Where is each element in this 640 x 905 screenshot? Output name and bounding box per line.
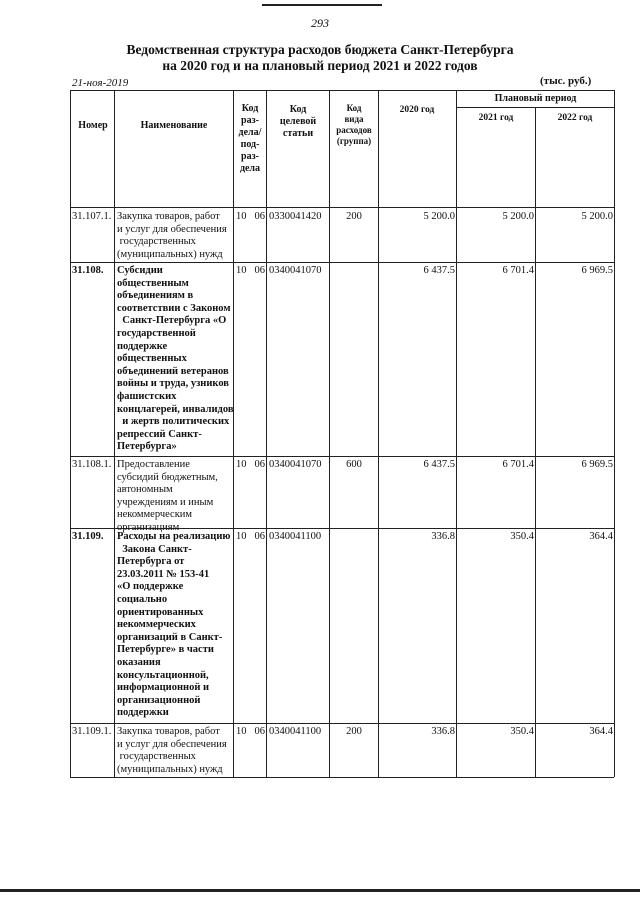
row-name-line: общественным bbox=[117, 277, 189, 289]
title-line-2: на 2020 год и на плановый период 2021 и 2022 годов bbox=[162, 58, 478, 73]
header-line: (группа) bbox=[336, 136, 372, 146]
row-target-code: 0340041100 bbox=[269, 531, 322, 542]
row-name-line: субсидий бюджетным, bbox=[117, 471, 218, 483]
header-line: расходов bbox=[336, 125, 372, 135]
col-border bbox=[329, 90, 330, 777]
row-name-line: организациям bbox=[117, 521, 180, 533]
row-value-2020: 336.8 bbox=[431, 726, 455, 737]
row-divider bbox=[70, 723, 614, 724]
document-date: 21-ноя-2019 bbox=[72, 77, 129, 89]
header-target-code bbox=[267, 104, 329, 140]
row-divider bbox=[70, 262, 614, 263]
header-line: раз- bbox=[241, 151, 259, 162]
row-subsection: 06 bbox=[254, 265, 265, 276]
row-name-line: государственных bbox=[117, 236, 196, 248]
row-value-2022: 5 200.0 bbox=[581, 211, 613, 222]
row-target-code: 0340041070 bbox=[269, 265, 322, 276]
header-kind-code bbox=[330, 103, 378, 147]
row-name-line: поддержке bbox=[117, 340, 168, 352]
header-line: дела/ bbox=[238, 127, 262, 138]
row-value-2020: 5 200.0 bbox=[423, 211, 455, 222]
row-value-2022: 364.4 bbox=[589, 726, 613, 737]
row-kind-code: 200 bbox=[346, 211, 362, 222]
row-name-line: ориентированных bbox=[117, 606, 204, 618]
row-value-2021: 350.4 bbox=[510, 531, 534, 542]
row-subsection: 06 bbox=[254, 531, 265, 542]
row-value-2020: 336.8 bbox=[431, 531, 455, 542]
row-name-line: (муниципальных) нужд bbox=[117, 248, 223, 260]
row-name-line: Петербурга» bbox=[117, 441, 177, 453]
col-border bbox=[378, 90, 379, 777]
row-name-line: Субсидии bbox=[117, 265, 163, 276]
row-name-line: государственных bbox=[117, 751, 196, 763]
row-name-line: Закупка товаров, работ bbox=[117, 211, 220, 222]
table-top-border bbox=[70, 90, 614, 91]
row-divider bbox=[70, 456, 614, 457]
bottom-rule bbox=[0, 889, 640, 892]
row-name bbox=[117, 211, 235, 261]
header-line: раз- bbox=[241, 115, 259, 126]
row-value-2022: 6 969.5 bbox=[581, 265, 613, 276]
row-subsection: 06 bbox=[254, 459, 265, 470]
col-border bbox=[535, 107, 536, 777]
row-number: 31.108.1. bbox=[72, 459, 112, 470]
row-value-2021: 6 701.4 bbox=[502, 459, 534, 470]
header-line: Код bbox=[241, 103, 259, 114]
row-section: 10 bbox=[236, 211, 247, 222]
page-number: 293 bbox=[311, 16, 329, 30]
row-name-line: концлагерей, инвалидов bbox=[117, 403, 234, 415]
row-name-line: оказания bbox=[117, 656, 161, 668]
row-name-line: Закона Санкт- bbox=[117, 543, 192, 555]
row-name-line: информационной и bbox=[117, 682, 210, 694]
row-name-line: репрессий Санкт- bbox=[117, 428, 202, 440]
row-name-line: и жертв политических bbox=[117, 416, 230, 428]
row-section: 10 bbox=[236, 531, 247, 542]
row-name bbox=[117, 726, 235, 776]
row-subsection: 06 bbox=[254, 211, 265, 222]
row-value-2021: 5 200.0 bbox=[502, 211, 534, 222]
row-name-line: учреждениям и иным bbox=[117, 496, 214, 508]
row-name-line: войны и труда, узников bbox=[117, 378, 229, 390]
header-line: под- bbox=[240, 139, 260, 150]
row-name-line: 23.03.2011 № 153-41 bbox=[117, 568, 210, 580]
row-name-line: некоммерческим bbox=[117, 509, 193, 521]
row-name bbox=[117, 265, 235, 454]
row-name-line: Предоставление bbox=[117, 459, 190, 470]
row-subsection: 06 bbox=[254, 726, 265, 737]
row-section: 10 bbox=[236, 726, 247, 737]
row-target-code: 0330041420 bbox=[269, 211, 322, 222]
row-name-line: Петербурга от bbox=[117, 556, 185, 568]
row-kind-code: 600 bbox=[346, 459, 362, 470]
row-value-2022: 6 969.5 bbox=[581, 459, 613, 470]
row-name-line: Санкт-Петербурга «О bbox=[117, 315, 227, 327]
header-line: статьи bbox=[282, 128, 314, 139]
row-section: 10 bbox=[236, 265, 247, 276]
col-border bbox=[70, 90, 71, 777]
row-name-line: Петербурге» в части bbox=[117, 644, 214, 656]
row-number: 31.107.1. bbox=[72, 211, 112, 222]
row-name bbox=[117, 459, 235, 535]
row-name-line: некоммерческих bbox=[117, 619, 196, 631]
row-value-2021: 6 701.4 bbox=[502, 265, 534, 276]
row-number: 31.109. bbox=[72, 531, 104, 542]
row-kind-code: 200 bbox=[346, 726, 362, 737]
col-border bbox=[114, 90, 115, 777]
row-name-line: объединений ветеранов bbox=[117, 365, 229, 377]
header-name: Наименование bbox=[140, 120, 208, 131]
row-value-2020: 6 437.5 bbox=[423, 265, 455, 276]
col-border bbox=[456, 90, 457, 777]
col-border bbox=[266, 90, 267, 777]
col-border bbox=[614, 90, 615, 777]
row-name-line: социально bbox=[117, 593, 168, 605]
row-name-line: объединениям в bbox=[117, 290, 194, 302]
row-section: 10 bbox=[236, 459, 247, 470]
row-value-2022: 364.4 bbox=[589, 531, 613, 542]
header-number: Номер bbox=[78, 120, 108, 131]
header-line: целевой bbox=[279, 116, 317, 127]
row-number: 31.108. bbox=[72, 265, 104, 276]
row-name-line: соответствии с Законом bbox=[117, 302, 231, 314]
row-value-2021: 350.4 bbox=[510, 726, 534, 737]
header-2021: 2021 год bbox=[478, 113, 514, 123]
row-name-line: организационной bbox=[117, 694, 201, 706]
header-section-code bbox=[234, 103, 266, 175]
header-line: Код bbox=[289, 104, 307, 115]
row-name-line: автономным bbox=[117, 484, 173, 496]
row-name bbox=[117, 531, 235, 720]
row-number: 31.109.1. bbox=[72, 726, 112, 737]
header-2020: 2020 год bbox=[399, 105, 435, 115]
row-value-2020: 6 437.5 bbox=[423, 459, 455, 470]
header-line: Код bbox=[346, 103, 362, 113]
header-line: дела bbox=[239, 163, 261, 174]
title-line-1: Ведомственная структура расходов бюджета Санкт-Петербурга bbox=[126, 42, 514, 57]
row-name-line: Расходы на реализацию bbox=[117, 531, 231, 542]
row-name-line: общественных bbox=[117, 353, 187, 365]
row-name-line: Закупка товаров, работ bbox=[117, 726, 220, 737]
row-name-line: и услуг для обеспечения bbox=[117, 738, 227, 750]
row-name-line: «О поддержке bbox=[117, 581, 184, 593]
header-bottom-border bbox=[70, 207, 614, 208]
row-name-line: и услуг для обеспечения bbox=[117, 223, 227, 235]
row-divider bbox=[70, 777, 614, 778]
header-2022: 2022 год bbox=[557, 113, 593, 123]
header-plan-period: Плановый период bbox=[494, 93, 577, 104]
row-name-line: консультационной, bbox=[117, 669, 209, 681]
row-name-line: поддержки bbox=[117, 707, 169, 719]
units-label: (тыс. руб.) bbox=[540, 75, 592, 87]
row-name-line: государственной bbox=[117, 327, 196, 339]
row-target-code: 0340041070 bbox=[269, 459, 322, 470]
row-name-line: (муниципальных) нужд bbox=[117, 763, 223, 775]
header-line: вида bbox=[344, 114, 364, 124]
row-target-code: 0340041100 bbox=[269, 726, 322, 737]
row-name-line: организаций в Санкт- bbox=[117, 631, 223, 643]
row-name-line: фашистских bbox=[117, 390, 177, 402]
